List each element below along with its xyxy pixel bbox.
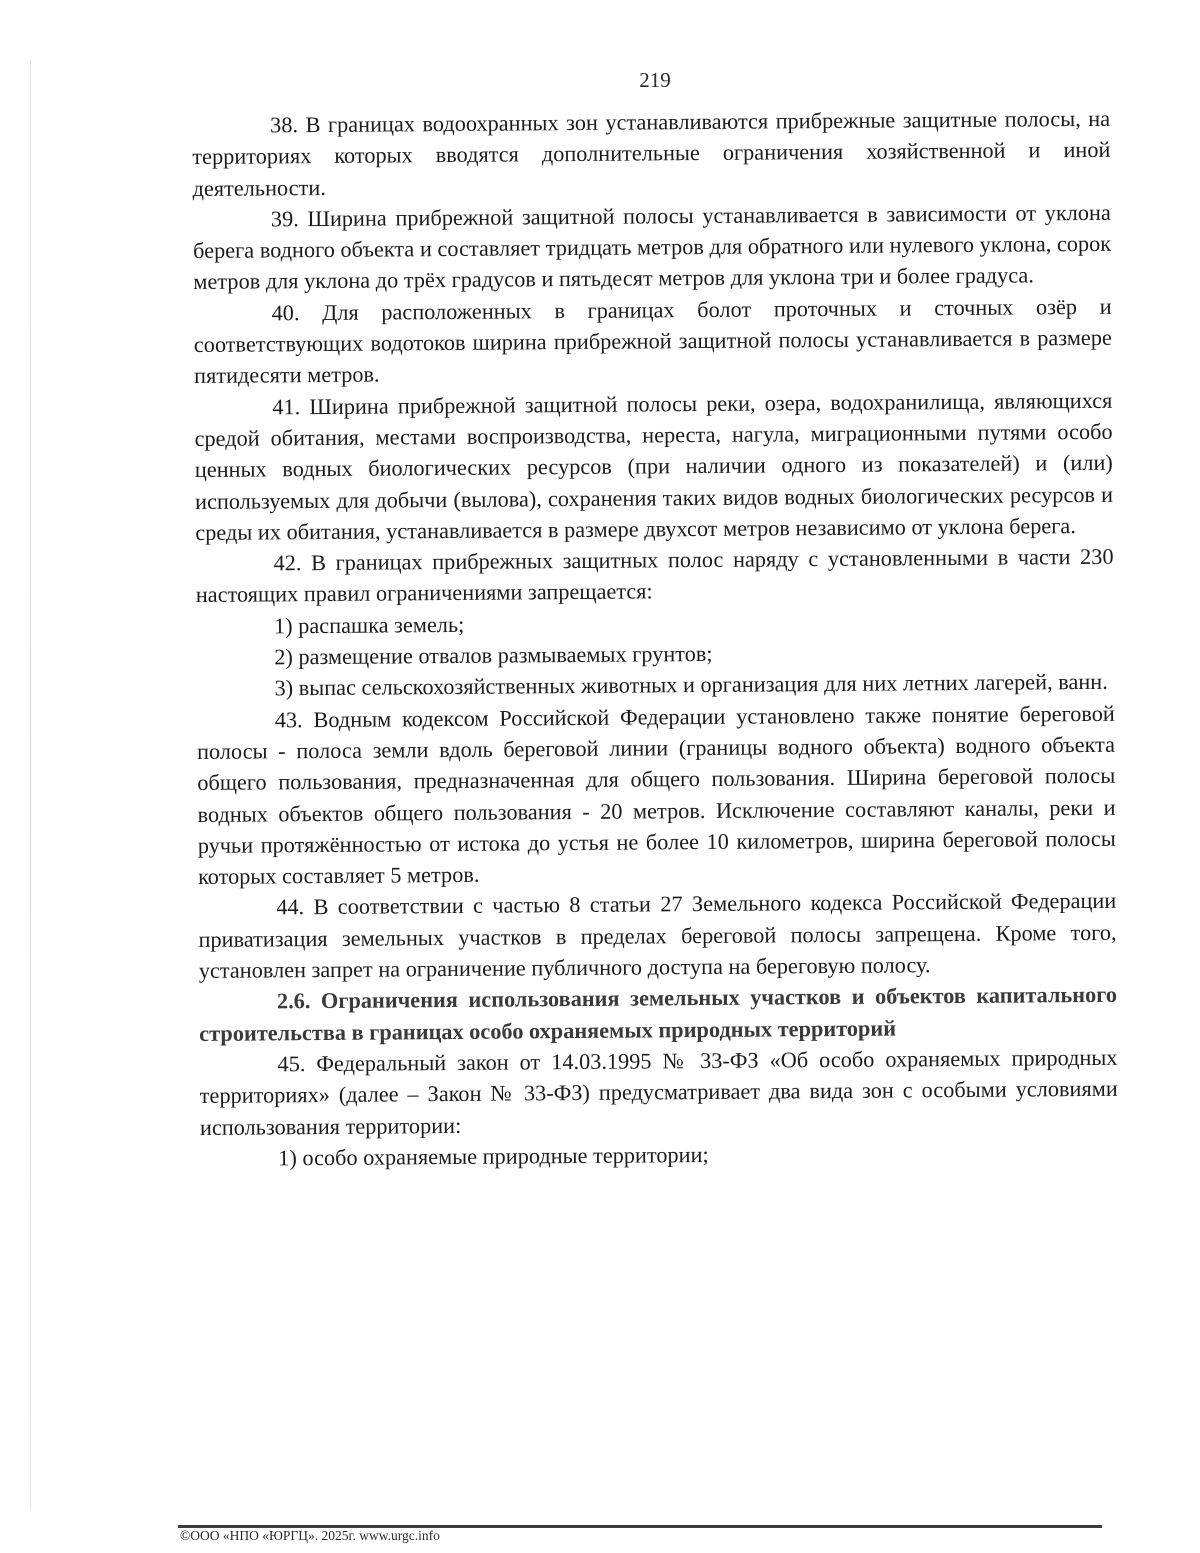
- section-heading: 2.6. Ограничения использования земельных участков и объектов капитального строительства в границах особо охраняемых природных территорий: [199, 982, 1118, 1046]
- document-body: [192, 103, 1118, 1174]
- paragraph-40: 40. Для расположенных в границах болот проточных и сточных озёр и соответствующих водотоков ширина прибрежной защитной полосы устанавливается в размере пятидесяти метров.: [193, 293, 1112, 389]
- paragraph-43: 43. Водным кодексом Российской Федерации установлено также понятие береговой полосы - полоса земли вдоль береговой линии (границы водного объекта) водного объекта общего пользования, предназначенная для общего пользования. Ширина береговой полосы водных объектов общего пользования - 20 метров. Исключение составляют каналы, реки и ручьи протяжённостью от истока до устья не более 10 километров, ширина береговой полосы которых составляет 5 метров.: [196, 700, 1116, 890]
- paragraph-45: 45. Федеральный закон от 14.03.1995 № 33-ФЗ «Об особо охраняемых природных территориях» (далее – Закон № 33-ФЗ) предусматривает два вида зон с особыми условиями использования территории:: [199, 1044, 1118, 1140]
- list-item: 3) выпас сельскохозяйственных животных и организация для них летних лагерей, ванн.: [274, 669, 1108, 701]
- list-item: 1) особо охраняемые природные территории;: [278, 1141, 709, 1171]
- paragraph-42: 42. В границах прибрежных защитных полос наряду с установленными в части 230 настоящих правил ограничениями запрещается:: [195, 543, 1114, 608]
- scan-edge-artifact: [30, 60, 31, 1510]
- footer-copyright: ©ООО «НПО «ЮРГЦ». 2025г. www.urgc.info: [180, 1528, 440, 1543]
- paragraph-39: 39. Ширина прибрежной защитной полосы устанавливается в зависимости от уклона берега водного объекта и составляет тридцать метров для обратного или нулевого уклона, сорок метров для уклона до трёх градусов и пятьдесят метров для уклона три и более градуса.: [193, 199, 1112, 295]
- page-number: 219: [639, 68, 671, 92]
- paragraph-44: 44. В соответствии с частью 8 статьи 27 Земельного кодекса Российской Федерации приватизация земельных участков в пределах береговой полосы запрещена. Кроме того, установлен запрет на ограничение публичного доступа на береговую полосу.: [198, 888, 1117, 983]
- list-item: 2) размещение отвалов размываемых грунтов;: [274, 640, 713, 670]
- paragraph-38: 38. В границах водоохранных зон устанавливаются прибрежные защитные полосы, на территориях которых вводятся дополнительные ограничения хозяйственной и иной деятельности.: [192, 105, 1111, 201]
- paragraph-41: 41. Ширина прибрежной защитной полосы реки, озера, водохранилища, являющихся средой обитания, местами воспроизводства, нереста, нагула, миграционными путями особо ценных водных биологических ресурсов (при наличии одного из показателей) и (или) используемых для добычи (вылова), сохранения таких видов водных биологических ресурсов и среды их обитания, устанавливается в размере двухсот метров независимо от уклона берега.: [194, 387, 1114, 545]
- list-item: 1) распашка земель;: [273, 611, 465, 639]
